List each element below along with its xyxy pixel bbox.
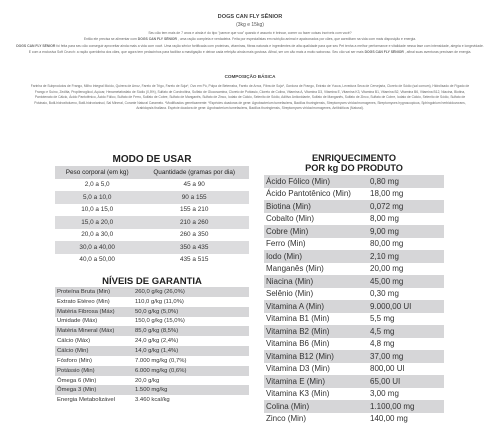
- table-row: [264, 175, 444, 188]
- table-row: [55, 376, 249, 386]
- table-row: [264, 213, 444, 226]
- vitamin-name: Iodo (Min): [264, 250, 370, 263]
- usage-quantity: 155 a 210: [139, 204, 249, 217]
- table-row: [55, 297, 249, 307]
- composition-title: COMPOSIÇÃO BÁSICA: [224, 74, 276, 79]
- table-row: [55, 317, 249, 327]
- intro-paragraph-3-text: foi feita para seu cão conseguir aproveitar ainda mais a vida com você. Uma ração sênior fortificada com proteínas, vitaminas, fibras naturais e ingredientes de alta qualidade para que seu Pet tenha a melhor performance e vitalidade nessa fase com intensidade, alegria e longevidade.: [56, 44, 484, 48]
- table-row: [55, 216, 249, 229]
- nutrient-name: Cálcio (Min): [55, 346, 135, 356]
- table-row: [264, 363, 444, 376]
- vitamin-name: Colina (Min): [264, 400, 370, 413]
- usage-quantity: 45 a 90: [139, 179, 249, 192]
- table-row: [264, 350, 444, 363]
- table-row: [264, 338, 444, 351]
- table-row: [55, 204, 249, 217]
- vitamin-name: Ferro (Min): [264, 238, 370, 251]
- vitamin-value: 140,00 mg: [370, 413, 444, 426]
- vitamin-value: 80,00 mg: [370, 238, 444, 251]
- table-row: [55, 336, 249, 346]
- vitamin-name: Cobalto (Min): [264, 213, 370, 226]
- guarantee-title: NÍVEIS DE GARANTIA: [102, 276, 202, 287]
- vitamin-name: Vitamina A (Min): [264, 300, 370, 313]
- vitamin-value: 18,00 mg: [370, 188, 444, 201]
- intro-paragraph-2: [0, 37, 500, 42]
- nutrient-value: 85,0 g/kg (8,5%): [135, 326, 249, 336]
- usage-weight: 30,0 a 40,00: [55, 241, 139, 254]
- nutrient-value: 6.000 mg/kg (0,6%): [135, 366, 249, 376]
- nutrient-value: 14,0 g/kg (1,4%): [135, 346, 249, 356]
- table-row: [264, 200, 444, 213]
- table-row: [264, 275, 444, 288]
- table-row: [264, 238, 444, 251]
- vitamin-name: Zinco (Min): [264, 413, 370, 426]
- usage-weight: 40,0 a 50,00: [55, 254, 139, 267]
- vitamin-name: Ácido Fólico (Min): [264, 175, 370, 188]
- vitamin-name: Niacina (Min): [264, 275, 370, 288]
- guarantee-panel: [55, 276, 249, 405]
- nutrient-name: Matéria Mineral (Máx): [55, 326, 135, 336]
- vitamin-value: 8,00 mg: [370, 213, 444, 226]
- intro-paragraph-4-end: , afinal suas aventuras precisam de energia.: [404, 50, 472, 54]
- vitamin-value: 0,80 mg: [370, 175, 444, 188]
- table-row: [264, 250, 444, 263]
- table-row: [55, 179, 249, 192]
- nutrient-value: 7.000 mg/kg (0,7%): [135, 356, 249, 366]
- vitamin-value: 9,00 mg: [370, 225, 444, 238]
- vitamin-value: 0,072 mg: [370, 200, 444, 213]
- usage-header-row: [55, 166, 249, 179]
- nutrient-name: Matéria Fibrosa (Máx): [55, 307, 135, 317]
- table-row: [264, 413, 444, 426]
- vitamin-name: Selênio (Min): [264, 288, 370, 301]
- vitamin-value: 5,5 mg: [370, 313, 444, 326]
- usage-quantity: 90 a 155: [139, 191, 249, 204]
- usage-quantity: 260 a 350: [139, 229, 249, 242]
- vitamin-name: Vitamina B2 (Min): [264, 325, 370, 338]
- vitamin-value: 800,00 UI: [370, 363, 444, 376]
- usage-weight: 20,0 a 30,0: [55, 229, 139, 242]
- nutrient-name: Cálcio (Máx): [55, 336, 135, 346]
- vitamin-value: 9.000,00 UI: [370, 300, 444, 313]
- table-row: [264, 400, 444, 413]
- nutrient-value: 24,0 g/kg (2,4%): [135, 336, 249, 346]
- intro-paragraph-1: Seu cão tem mais de 7 anos e ainda é do tipo "parece que voa" quando é assunto é brincar, comer ou fazer coisas incríveis com você?: [148, 31, 352, 35]
- vitamin-value: 0,30 mg: [370, 288, 444, 301]
- nutrient-name: Potássio (Min): [55, 366, 135, 376]
- usage-weight: 15,0 a 20,0: [55, 216, 139, 229]
- intro-paragraph-2-brand: DOGS CAN FLY SÊNIOR: [137, 37, 177, 41]
- table-row: [55, 307, 249, 317]
- vitamin-value: 45,00 mg: [370, 275, 444, 288]
- nutrient-value: 20,0 g/kg: [135, 376, 249, 386]
- enrichment-title: [264, 151, 444, 175]
- intro-paragraph-3: [0, 44, 500, 49]
- nutrient-name: Extrato Etéreo (Min): [55, 297, 135, 307]
- intro-paragraph-2-start: Então ele precisa se alimentar com: [83, 37, 137, 41]
- nutrient-value: 150,0 g/kg (15,0%): [135, 317, 249, 327]
- vitamin-value: 3,00 mg: [370, 388, 444, 401]
- nutrient-value: 1.500 mg/kg: [135, 385, 249, 395]
- nutrient-name: Ômega 6 (Min): [55, 376, 135, 386]
- vitamin-value: 1.100,00 mg: [370, 400, 444, 413]
- nutrient-value: 3.460 kcal/kg: [135, 395, 249, 405]
- nutrient-name: Fósforo (Min): [55, 356, 135, 366]
- usage-quantity: 350 a 435: [139, 241, 249, 254]
- product-title: DOGS CAN FLY SÊNIOR: [217, 14, 283, 20]
- vitamin-value: 2,10 mg: [370, 250, 444, 263]
- intro-paragraph-2-end: , uma ração completa e verdadeira. Feita por especialistas em nutrição animal e apaixonados por cães, que acreditam na vida com mais disposição e energia.: [177, 37, 417, 41]
- table-row: [264, 375, 444, 388]
- table-row: [55, 254, 249, 267]
- nutrient-name: Ômega 3 (Min): [55, 385, 135, 395]
- vitamin-name: Vitamina D3 (Min): [264, 363, 370, 376]
- vitamin-value: 20,00 mg: [370, 263, 444, 276]
- nutrient-value: 260,0 g/kg (26,0%): [135, 287, 249, 297]
- table-row: [55, 326, 249, 336]
- table-row: [264, 300, 444, 313]
- table-row: [264, 325, 444, 338]
- vitamin-name: Biotina (Min): [264, 200, 370, 213]
- table-row: [55, 395, 249, 405]
- usage-weight: 2,0 a 5,0: [55, 179, 139, 192]
- table-row: [55, 241, 249, 254]
- nutrient-name: Proteína Bruta (Min): [55, 287, 135, 297]
- usage-header-weight: Peso corporal (em kg): [55, 166, 139, 179]
- table-row: [55, 356, 249, 366]
- vitamin-value: 37,00 mg: [370, 350, 444, 363]
- product-weight: (3kg e 15kg): [236, 22, 264, 28]
- usage-title: MODO DE USAR: [112, 154, 192, 165]
- enrichment-panel: [264, 151, 444, 425]
- composition-text: Farinha de Subprodutos de Frango, Milho Integral Moído, Quirera de Arroz, Farelo de Trigo, Farelo de Soja*, Ovo em Pó, Polpa de Beterraba, Farelo de Arroz, Fibra de Soja*, Gordura de Frango, Extrato de Yucca, Levedura Seca de Cervejaria, Cloreto de Sódio (sal comum), Hidrolisado de Fígado de Frango e Suíno, Zeólita, Propilenoglicol, Açúcar, Hexametafosfato de Sódio (0,5%), Sulfato de Condroitina, Sulfato de Glucosamina, Cloreto de Potássio, Cloreto de Colina, Vitamina A, Vitamina D3, Vitamina E, Vitamina K3, Vitamina B1, Vitamina B2, Vitamina B6, Vitamina B12, Niacina, Biotina, Pantotenato de Cálcio, Ácido Pantotênico, Ácido Fólico, Sulfato de Ferro, Sulfato de Cobre, Sulfato de Manganês, Sulfato de Zinco, Iodato de Cálcio, Selenito de Sódio, Aditivo Antioxidante, Sulfato de Manganês, Sulfato de Zinco, Sulfato de Cobre, Iodato de Cálcio, Selenito de Sódio, Sulfato de Potássio, Butil-hidroxitolueno, Butil-hidroxianisol, Sal Mineral, Corante Natural Caramelo. *Modificados geneticamente: *Espécies doadoras de gene: Agrobacterium tumefaciens, Bacillus thuringiensis, Streptomyces viridochromogenes, Streptomyces hygroscopicus, Sphingobium herbicidovorans, Arabidopsis thaliana. Espécie doadora de gene: Agrobacterium tumefaciens, Bacillus thuringiensis, Streptomyces viridochromogenes, Antibióticos (Natural).: [30, 84, 470, 111]
- vitamin-name: Vitamina B12 (Min): [264, 350, 370, 363]
- vitamin-value: 65,00 UI: [370, 375, 444, 388]
- usage-quantity: 435 a 515: [139, 254, 249, 267]
- table-row: [264, 313, 444, 326]
- vitamin-name: Manganês (Min): [264, 263, 370, 276]
- enrichment-table: [264, 175, 444, 425]
- table-row: [264, 225, 444, 238]
- usage-header-quantity: Quantidade (gramas por dia): [139, 166, 249, 179]
- vitamin-name: Vitamina K3 (Min): [264, 388, 370, 401]
- intro-paragraph-4: [0, 50, 500, 55]
- intro-paragraph-4-text: E com a exclusiva Soft Crunch: a ração queridinha dos cães, que agora tem pedacinhos para facilitar a mastigação e deixar cada refeição ainda mais gostosa. Afinal, ser um cão mais a muito saboroso. Seu cão vai ser mais: [28, 50, 364, 54]
- guarantee-table: [55, 287, 249, 405]
- nutrient-name: Umidade (Máx): [55, 317, 135, 327]
- nutrient-value: 110,0 g/kg (11,0%): [135, 297, 249, 307]
- enrichment-title-line-1: ENRIQUECIMENTO: [311, 153, 397, 163]
- intro-paragraph-3-brand: DOGS CAN FLY SÊNIOR: [16, 44, 56, 48]
- table-row: [264, 388, 444, 401]
- vitamin-value: 4,5 mg: [370, 325, 444, 338]
- nutrient-value: 50,0 g/kg (5,0%): [135, 307, 249, 317]
- table-row: [55, 385, 249, 395]
- vitamin-name: Cobre (Min): [264, 225, 370, 238]
- enrichment-title-line-2: POR kg DO PRODUTO: [305, 163, 403, 173]
- vitamin-name: Vitamina B6 (Min): [264, 338, 370, 351]
- usage-weight: 10,0 a 15,0: [55, 204, 139, 217]
- table-row: [55, 191, 249, 204]
- table-row: [55, 366, 249, 376]
- table-row: [55, 346, 249, 356]
- table-row: [264, 263, 444, 276]
- usage-quantity: 210 a 260: [139, 216, 249, 229]
- table-row: [264, 288, 444, 301]
- vitamin-name: Vitamina E (Min): [264, 375, 370, 388]
- table-row: [264, 188, 444, 201]
- table-row: [55, 287, 249, 297]
- nutrient-name: Energia Metabolizável: [55, 395, 135, 405]
- usage-panel: [55, 153, 249, 266]
- table-row: [55, 229, 249, 242]
- vitamin-value: 4,8 mg: [370, 338, 444, 351]
- usage-table: [55, 166, 249, 266]
- vitamin-name: Vitamina B1 (Min): [264, 313, 370, 326]
- intro-paragraph-4-brand: DOGS CAN FLY SÊNIOR: [364, 50, 404, 54]
- usage-weight: 5,0 a 10,0: [55, 191, 139, 204]
- vitamin-name: Ácido Pantotênico (Min): [264, 188, 370, 201]
